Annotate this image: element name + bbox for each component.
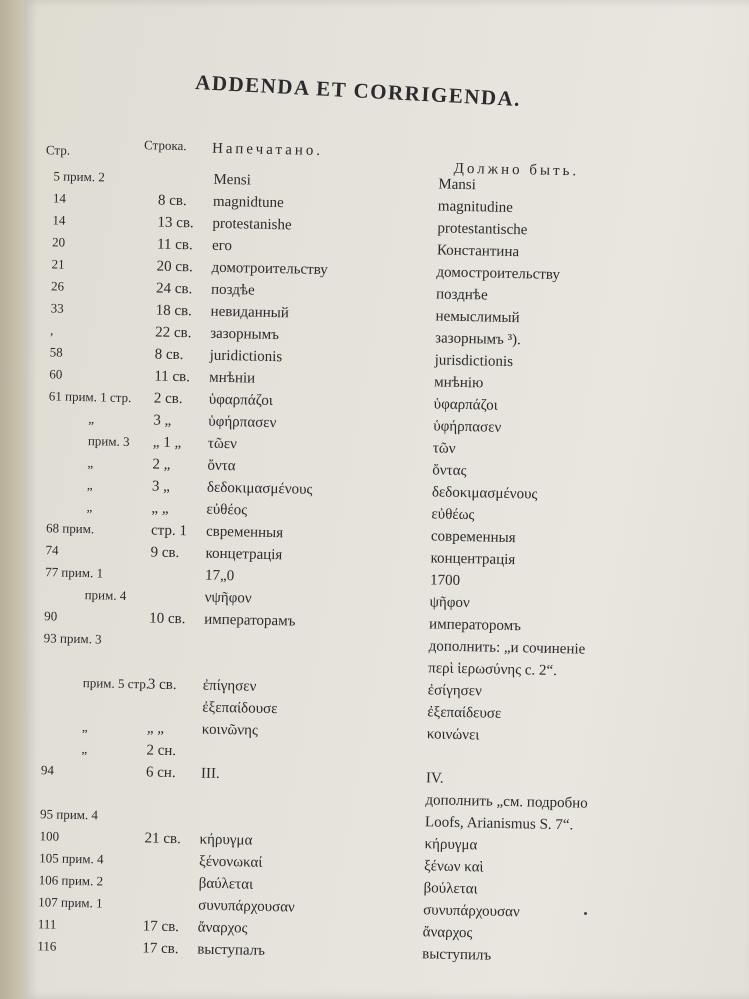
- row-page-ref: 14: [52, 212, 66, 228]
- row-page-ref: „: [86, 477, 93, 493]
- row-printed-text: Mensi: [213, 171, 252, 189]
- row-printed-text: τῶεν: [207, 435, 238, 453]
- row-printed-text: βαύλεται: [198, 875, 254, 893]
- row-correct-text: ψῆφον: [429, 594, 470, 612]
- row-printed-text: свременныя: [205, 523, 284, 542]
- book-page: [24, 0, 749, 999]
- row-page-ref: „: [87, 455, 94, 471]
- row-page-ref: „: [81, 719, 88, 735]
- row-printed-text: III.: [200, 765, 220, 782]
- row-page-ref: 107 прим. 1: [38, 894, 103, 911]
- row-page-ref: 14: [52, 190, 67, 206]
- row-page-ref: 105 прим. 4: [39, 850, 104, 867]
- row-printed-text: ὄντα: [207, 457, 236, 475]
- row-line-ref: 22 св.: [155, 324, 192, 342]
- row-correct-text: Константина: [436, 242, 520, 261]
- row-page-ref: 106 прим. 2: [38, 872, 104, 889]
- row-page-ref: 21: [51, 256, 65, 272]
- row-printed-text: δεδοκιμασμένους: [206, 479, 313, 498]
- row-printed-text: ἄναρχος: [197, 919, 248, 937]
- row-printed-text: его: [211, 237, 233, 255]
- row-printed-text: зазорнымъ: [210, 325, 280, 344]
- row-correct-text: зазорнымъ ³).: [434, 330, 522, 349]
- row-page-ref: 33: [50, 300, 64, 316]
- row-printed-text: невиданный: [210, 303, 290, 322]
- row-printed-text: мнѣніи: [209, 369, 256, 387]
- row-line-ref: 3 „: [151, 478, 171, 495]
- row-correct-text: ἐξεπαίδευσε: [427, 704, 502, 722]
- row-line-ref: 9 св.: [150, 544, 180, 562]
- row-correct-text: дополнить „см. подробно: [425, 792, 588, 812]
- row-line-ref: 2 сн.: [146, 742, 177, 760]
- row-correct-text: jurisdictionis: [434, 352, 514, 371]
- row-line-ref: 3 „: [153, 412, 172, 429]
- row-line-ref: 13 св.: [157, 214, 194, 232]
- row-line-ref: 24 св.: [155, 280, 193, 298]
- row-page-ref: 20: [51, 234, 66, 250]
- row-printed-text: juridictionis: [209, 347, 283, 366]
- row-correct-text: выступилъ: [422, 946, 492, 964]
- row-page-ref: 94: [40, 762, 55, 778]
- page-title: ADDENDA ET CORRIGENDA.: [194, 70, 522, 112]
- row-printed-text: κήρυγμα: [199, 831, 253, 849]
- row-printed-text: императорамъ: [204, 611, 296, 630]
- header-page: Стр.: [45, 142, 71, 158]
- row-printed-text: ὑφήρπασεν: [208, 413, 277, 432]
- row-line-ref: 3 св.: [147, 676, 177, 694]
- row-page-ref: 90: [44, 608, 58, 624]
- row-correct-text: ἐσίγησεν: [427, 682, 482, 700]
- row-correct-text: magnitudine: [437, 198, 514, 216]
- row-correct-text: δεδοκιμασμένους: [431, 484, 538, 503]
- row-correct-text: немыслимый: [435, 308, 520, 327]
- row-printed-text: ἐπίγησεν: [202, 677, 257, 695]
- row-correct-text: ξένων καὶ: [423, 858, 484, 876]
- row-line-ref: 18 св.: [155, 302, 193, 320]
- row-correct-text: 1700: [429, 572, 461, 589]
- row-line-ref: 17 св.: [142, 940, 179, 958]
- row-correct-text: Mansi: [438, 176, 477, 194]
- row-line-ref: 2 „: [152, 456, 171, 473]
- row-page-ref: 61 прим. 1 стр.: [48, 388, 132, 406]
- row-correct-text: protestantische: [437, 220, 528, 239]
- row-correct-text: императоромъ: [428, 616, 522, 635]
- row-page-ref: прим. 3: [87, 433, 130, 450]
- row-correct-text: κοινώνει: [426, 726, 480, 744]
- ink-dot: [584, 912, 587, 915]
- row-page-ref: прим. 5 стр.: [82, 675, 150, 692]
- row-correct-text: περὶ ἱερωσύνης с. 2“.: [428, 660, 558, 680]
- row-line-ref: 8 св.: [157, 192, 187, 210]
- row-printed-text: ξένονωκαί: [198, 853, 263, 871]
- row-correct-text: дополнить: „и сочиненіе: [428, 638, 586, 658]
- row-printed-text: 17„0: [204, 567, 235, 585]
- row-correct-text: позднѣе: [435, 286, 488, 304]
- row-correct-text: мнѣнію: [434, 374, 484, 392]
- row-page-ref: 77 прим. 1: [45, 564, 104, 581]
- row-line-ref: 10 св.: [149, 610, 186, 628]
- row-printed-text: protestanishe: [212, 215, 292, 234]
- row-page-ref: 93 прим. 3: [43, 630, 102, 647]
- row-page-ref: 5 прим. 2: [53, 168, 105, 185]
- row-correct-text: βούλεται: [423, 880, 478, 898]
- row-line-ref: „ 1 „: [152, 434, 182, 452]
- row-correct-text: концентрація: [430, 550, 516, 569]
- row-page-ref: 68 прим.: [45, 520, 95, 537]
- row-line-ref: „ „: [151, 500, 169, 517]
- row-page-ref: „: [81, 741, 88, 757]
- row-line-ref: стр. 1: [150, 522, 188, 540]
- row-line-ref: „ „: [146, 720, 165, 737]
- row-correct-text: Loofs, Arianismus S. 7“.: [424, 814, 574, 834]
- row-correct-text: συνυπάρχουσαν: [422, 902, 520, 921]
- row-correct-text: ὄντας: [432, 462, 467, 480]
- row-printed-text: ὑφαρπάζοι: [208, 391, 274, 410]
- row-page-ref: „: [86, 499, 93, 515]
- row-correct-text: домостроительству: [436, 264, 561, 283]
- row-line-ref: 21 св.: [144, 830, 182, 848]
- row-printed-text: поздѣе: [210, 281, 255, 299]
- row-printed-text: νψῆφον: [204, 589, 252, 607]
- row-correct-text: ὑφήρπασεν: [433, 418, 502, 436]
- row-printed-text: συνυπάρχουσαν: [198, 897, 295, 916]
- row-printed-text: magnidtune: [212, 193, 284, 212]
- row-correct-text: современныя: [430, 528, 516, 547]
- row-correct-text: εὐθέως: [431, 506, 475, 524]
- row-printed-text: выступалъ: [197, 941, 266, 959]
- row-printed-text: концетрація: [205, 545, 283, 564]
- row-line-ref: 17 св.: [142, 918, 180, 936]
- header-printed: Напечатано.: [211, 140, 324, 160]
- row-correct-text: ἄναρχος: [422, 924, 473, 942]
- row-page-ref: 74: [45, 542, 59, 558]
- row-page-ref: 100: [39, 828, 60, 844]
- row-page-ref: 60: [49, 366, 63, 382]
- row-correct-text: τῶν: [432, 440, 456, 457]
- row-page-ref: 58: [49, 344, 63, 360]
- row-correct-text: IV.: [425, 770, 444, 787]
- row-line-ref: 2 св.: [153, 390, 183, 408]
- row-line-ref: 11 св.: [156, 236, 193, 254]
- header-correct: Должно быть.: [453, 160, 580, 180]
- row-printed-text: домотроительству: [211, 259, 328, 279]
- row-printed-text: ἐξεπαίδουσε: [202, 699, 278, 718]
- row-correct-text: ὑφαρπάζοι: [433, 396, 498, 414]
- row-page-ref: ,: [50, 322, 54, 338]
- row-correct-text: κήρυγμα: [424, 836, 478, 854]
- row-line-ref: 11 св.: [154, 368, 191, 386]
- row-page-ref: 26: [50, 278, 65, 294]
- row-page-ref: „: [88, 411, 95, 427]
- row-printed-text: εὐθέος: [206, 501, 248, 519]
- row-printed-text: κοινῶνης: [201, 721, 259, 739]
- row-page-ref: прим. 4: [84, 587, 127, 603]
- row-page-ref: 95 прим. 4: [39, 806, 99, 823]
- row-line-ref: 20 св.: [156, 258, 193, 276]
- row-page-ref: 111: [37, 916, 57, 932]
- header-line: Строка.: [143, 137, 187, 154]
- row-line-ref: 8 св.: [154, 346, 184, 364]
- row-page-ref: 116: [37, 938, 57, 954]
- row-line-ref: 6 сн.: [145, 764, 176, 782]
